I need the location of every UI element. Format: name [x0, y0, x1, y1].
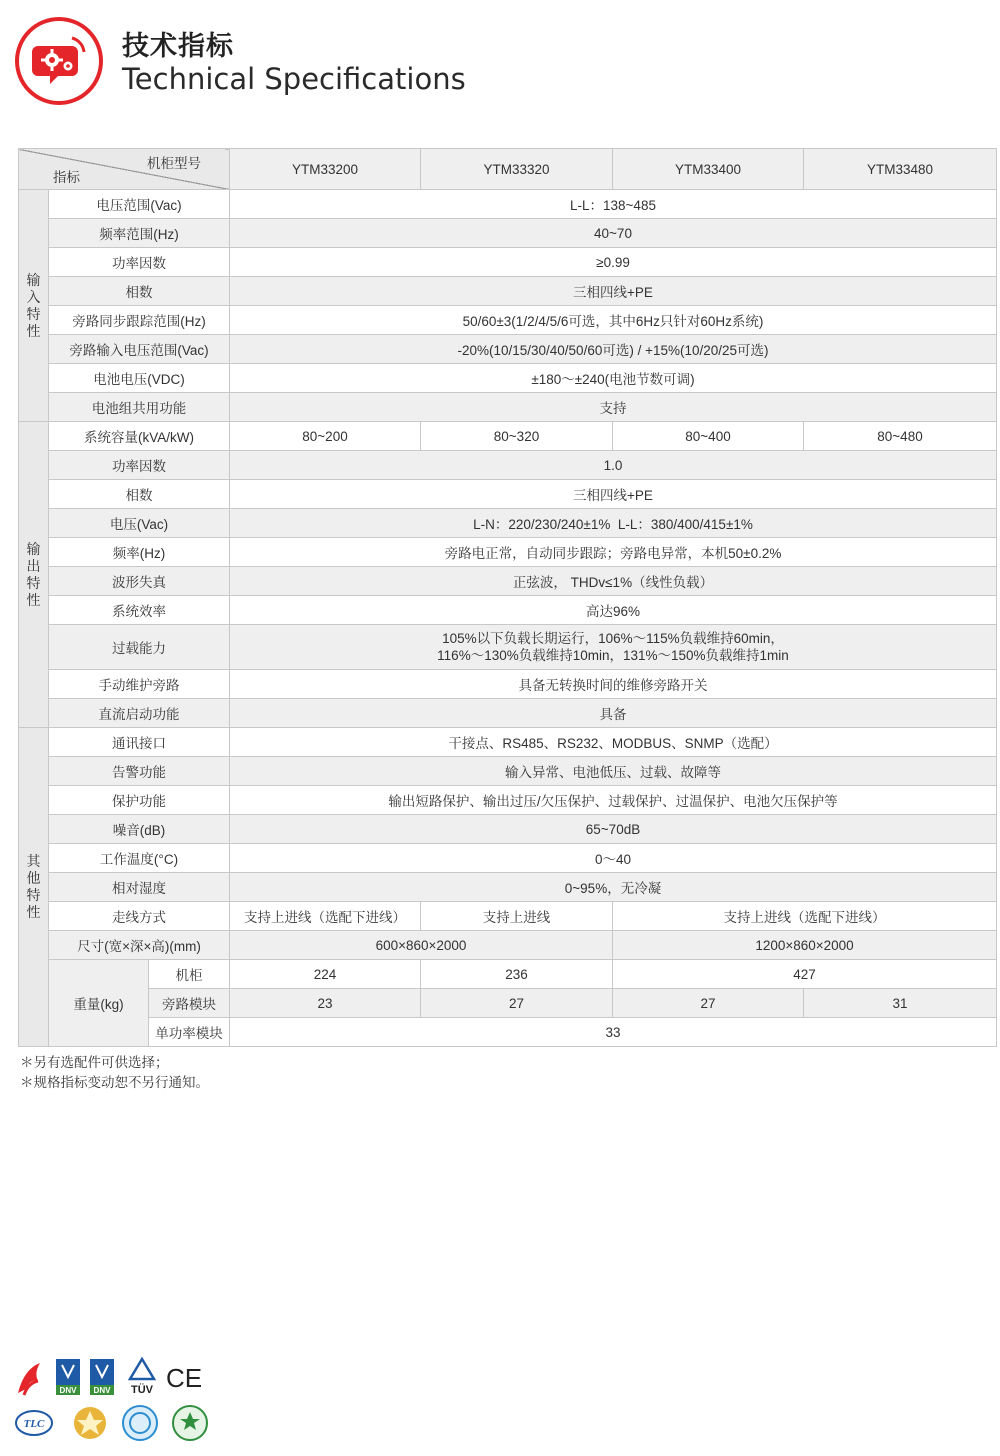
row-label: 手动维护旁路	[49, 670, 230, 699]
row-label: 保护功能	[49, 786, 230, 815]
table-row	[19, 757, 997, 786]
row-value: 23	[230, 989, 421, 1018]
row-label: 系统容量(kVA/kW)	[49, 422, 230, 451]
row-value: L-N：220/230/240±1% L-L：380/400/415±1%	[230, 509, 997, 538]
table-row	[19, 509, 997, 538]
tlc-logo-icon	[16, 1411, 52, 1435]
table-row	[19, 451, 997, 480]
overload-line-2: 116%～130%负载维持10min，131%～150%负载维持1min	[437, 648, 789, 663]
row-value: 正弦波， THDv≤1%（线性负载）	[230, 567, 997, 596]
gold-award-logo-icon	[74, 1407, 106, 1439]
dnv-logo-icon	[90, 1359, 114, 1395]
row-value: 支持上进线	[421, 902, 613, 931]
row-value: 27	[613, 989, 804, 1018]
row-label: 电压范围(Vac)	[49, 190, 230, 219]
page-title-en: Technical Specifications	[122, 62, 466, 96]
corner-cell	[19, 149, 230, 190]
group-output: 输出特性	[19, 422, 49, 728]
row-value: 33	[230, 1018, 997, 1047]
row-label: 直流启动功能	[49, 699, 230, 728]
model-header: YTM33400	[613, 149, 804, 190]
row-value: 236	[421, 960, 613, 989]
table-row	[19, 480, 997, 509]
gear-chat-icon	[14, 16, 104, 106]
row-value: 支持上进线（选配下进线）	[613, 902, 997, 931]
model-header: YTM33320	[421, 149, 613, 190]
svg-text:DNV: DNV	[93, 1386, 111, 1395]
sub-label: 单功率模块	[149, 1018, 230, 1047]
svg-text:DNV: DNV	[59, 1386, 77, 1395]
row-value: 80~200	[230, 422, 421, 451]
table-row	[19, 248, 997, 277]
table-row	[19, 596, 997, 625]
row-value: ≥0.99	[230, 248, 997, 277]
dnv-logo-icon	[56, 1359, 80, 1395]
row-value: 具备	[230, 699, 997, 728]
row-value: 1200×860×2000	[613, 931, 997, 960]
row-label: 走线方式	[49, 902, 230, 931]
row-value: 三相四线+PE	[230, 480, 997, 509]
corner-model-label: 机柜型号	[147, 156, 201, 171]
row-label: 波形失真	[49, 567, 230, 596]
sub-label: 机柜	[149, 960, 230, 989]
row-label: 噪音(dB)	[49, 815, 230, 844]
row-value: ±180～±240(电池节数可调)	[230, 364, 997, 393]
row-label: 频率范围(Hz)	[49, 219, 230, 248]
table-row	[19, 306, 997, 335]
overload-line-1: 105%以下负载长期运行，106%～115%负载维持60min，	[442, 631, 784, 646]
row-value: 旁路电正常，自动同步跟踪；旁路电异常，本机50±0.2%	[230, 538, 997, 567]
footnotes	[20, 1053, 209, 1093]
row-label: 工作温度(°C)	[49, 844, 230, 873]
table-row	[19, 364, 997, 393]
row-value: 80~400	[613, 422, 804, 451]
table-row	[19, 625, 997, 670]
row-value	[230, 625, 997, 670]
row-value: 80~320	[421, 422, 613, 451]
tuv-logo-icon	[130, 1359, 154, 1396]
row-label: 相数	[49, 277, 230, 306]
row-label: 电压(Vac)	[49, 509, 230, 538]
ce-logo-icon: CE	[165, 1363, 203, 1393]
model-header: YTM33200	[230, 149, 421, 190]
table-row	[19, 960, 997, 989]
row-label: 相数	[49, 480, 230, 509]
certification-logos	[14, 1355, 214, 1445]
table-row	[19, 335, 997, 364]
table-row	[19, 538, 997, 567]
row-label: 频率(Hz)	[49, 538, 230, 567]
svg-text:TÜV: TÜV	[131, 1384, 153, 1396]
table-row	[19, 422, 997, 451]
row-value: 65~70dB	[230, 815, 997, 844]
group-input: 输入特性	[19, 190, 49, 422]
row-value: 1.0	[230, 451, 997, 480]
blue-seal-logo-icon	[123, 1406, 157, 1440]
row-value: 三相四线+PE	[230, 277, 997, 306]
table-row	[19, 931, 997, 960]
table-row	[19, 219, 997, 248]
table-row	[19, 1018, 997, 1047]
row-label: 功率因数	[49, 248, 230, 277]
table-row	[19, 873, 997, 902]
row-value: L-L：138~485	[230, 190, 997, 219]
row-value: 支持	[230, 393, 997, 422]
table-row	[19, 699, 997, 728]
row-value: 40~70	[230, 219, 997, 248]
corner-spec-label: 指标	[53, 170, 80, 185]
footnote: ＊规格指标变动恕不另行通知。	[20, 1075, 209, 1090]
table-row	[19, 190, 997, 219]
footnote: ＊另有选配件可供选择；	[20, 1055, 169, 1070]
model-header: YTM33480	[804, 149, 997, 190]
row-value: 0~95%，无冷凝	[230, 873, 997, 902]
row-value: 80~480	[804, 422, 997, 451]
row-value: 27	[421, 989, 613, 1018]
table-row	[19, 277, 997, 306]
table-row	[19, 815, 997, 844]
row-value: 600×860×2000	[230, 931, 613, 960]
table-row	[19, 393, 997, 422]
row-label: 旁路同步跟踪范围(Hz)	[49, 306, 230, 335]
row-label: 尺寸(宽×深×高)(mm)	[49, 931, 230, 960]
table-row	[19, 844, 997, 873]
header-row	[19, 149, 997, 190]
spec-table	[18, 148, 997, 1047]
table-row	[19, 989, 997, 1018]
group-other: 其他特性	[19, 728, 49, 1047]
svg-text:TLC: TLC	[23, 1418, 45, 1430]
row-value: 输入异常、电池低压、过载、故障等	[230, 757, 997, 786]
row-value: -20%(10/15/30/40/50/60可选) / +15%(10/20/25可选)	[230, 335, 997, 364]
row-label: 功率因数	[49, 451, 230, 480]
row-label: 系统效率	[49, 596, 230, 625]
row-value: 具备无转换时间的维修旁路开关	[230, 670, 997, 699]
row-value: 干接点、RS485、RS232、MODBUS、SNMP（选配）	[230, 728, 997, 757]
row-value: 支持上进线（选配下进线）	[230, 902, 421, 931]
table-row	[19, 902, 997, 931]
row-label: 相对湿度	[49, 873, 230, 902]
green-seal-logo-icon	[173, 1406, 207, 1440]
row-value: 50/60±3(1/2/4/5/6可选，其中6Hz只针对60Hz系统)	[230, 306, 997, 335]
china-flag-logo-icon	[18, 1363, 40, 1395]
row-label: 重量(kg)	[49, 960, 149, 1047]
row-label: 旁路输入电压范围(Vac)	[49, 335, 230, 364]
row-label: 过载能力	[49, 625, 230, 670]
table-row	[19, 786, 997, 815]
table-row	[19, 728, 997, 757]
row-value: 0～40	[230, 844, 997, 873]
row-value: 高达96%	[230, 596, 997, 625]
row-label: 告警功能	[49, 757, 230, 786]
row-value: 224	[230, 960, 421, 989]
row-value: 427	[613, 960, 997, 989]
page-title-cn: 技术指标	[122, 31, 234, 61]
row-label: 电池组共用功能	[49, 393, 230, 422]
row-value: 31	[804, 989, 997, 1018]
row-value: 输出短路保护、输出过压/欠压保护、过载保护、过温保护、电池欠压保护等	[230, 786, 997, 815]
row-label: 通讯接口	[49, 728, 230, 757]
row-label: 电池电压(VDC)	[49, 364, 230, 393]
sub-label: 旁路模块	[149, 989, 230, 1018]
table-row	[19, 670, 997, 699]
table-row	[19, 567, 997, 596]
